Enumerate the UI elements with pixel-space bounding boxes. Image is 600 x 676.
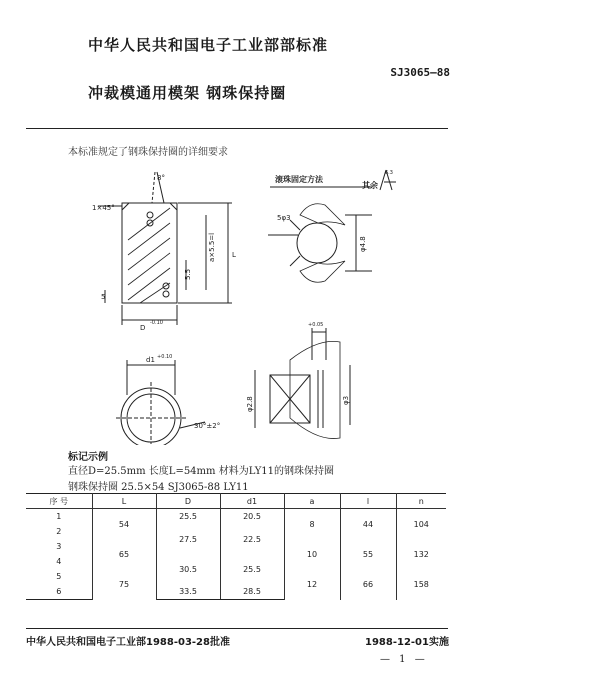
cage-end-view bbox=[116, 360, 205, 445]
cell-n: 132 bbox=[396, 539, 446, 569]
marking-example-title: 标记示例 bbox=[68, 452, 108, 463]
cell-l: 65 bbox=[92, 539, 156, 569]
header-rule bbox=[26, 128, 448, 129]
cell-d: 33.5 bbox=[156, 584, 220, 600]
header-lower-l: l bbox=[340, 494, 396, 509]
header-a: a bbox=[284, 494, 340, 509]
dim-55-label: 5.5 bbox=[184, 268, 192, 280]
diameter-d-label: D bbox=[140, 324, 146, 332]
approval-note: 中华人民共和国电子工业部1988-03-28批准 bbox=[26, 637, 230, 648]
header-l: L bbox=[92, 494, 156, 509]
standard-title: 冲裁模通用模架 钢珠保持圈 bbox=[88, 84, 287, 102]
page-number: — 1 — bbox=[380, 654, 428, 665]
bore-d1-tolerance: +0.10 bbox=[157, 354, 173, 360]
dimension-table bbox=[26, 493, 446, 600]
cell-d: 30.5 bbox=[156, 554, 220, 584]
cell-l: 54 bbox=[92, 509, 156, 540]
header-d: D bbox=[156, 494, 220, 509]
cell-no: 6 bbox=[26, 584, 92, 600]
surface-rest-note: 其余 bbox=[362, 181, 378, 190]
pitch-label: a×5.5=l bbox=[208, 232, 216, 262]
header-no: 序 号 bbox=[26, 494, 92, 509]
chamfer-label: 1×45° bbox=[92, 204, 115, 212]
cell-no: 2 bbox=[26, 524, 92, 539]
dim-5-label: 5 bbox=[101, 293, 106, 301]
tolerance-05-label: +0.05 bbox=[308, 322, 324, 328]
cell-a: 10 bbox=[284, 539, 340, 569]
cell-d1: 28.5 bbox=[220, 584, 284, 600]
cell-d1: 20.5 bbox=[220, 509, 284, 525]
issuing-organization: 中华人民共和国电子工业部部标准 bbox=[88, 36, 329, 54]
cell-lower-l: 44 bbox=[340, 509, 396, 540]
hole-section-detail bbox=[255, 328, 350, 439]
standard-code: SJ3065—88 bbox=[390, 66, 450, 79]
cell-l: 75 bbox=[92, 569, 156, 600]
footer-rule bbox=[26, 628, 448, 629]
angle-30-label: 30°±2° bbox=[194, 422, 221, 430]
header-n: n bbox=[396, 494, 446, 509]
cell-d: 27.5 bbox=[156, 524, 220, 554]
table-row bbox=[26, 509, 446, 525]
diameter-d-tolerance: -0.10 bbox=[150, 320, 163, 326]
cell-no: 1 bbox=[26, 509, 92, 525]
length-label: L bbox=[232, 251, 236, 259]
cell-d1: 22.5 bbox=[220, 524, 284, 554]
cell-d: 25.5 bbox=[156, 509, 220, 525]
cell-n: 104 bbox=[396, 509, 446, 540]
groove-48-label: φ4.8 bbox=[359, 236, 367, 252]
cell-a: 12 bbox=[284, 569, 340, 600]
surface-roughness-value: 6.3 bbox=[385, 170, 393, 176]
table-header-row bbox=[26, 494, 446, 509]
cell-lower-l: 55 bbox=[340, 539, 396, 569]
fix-method-note: 滚珠固定方法 bbox=[275, 175, 323, 184]
cell-lower-l: 66 bbox=[340, 569, 396, 600]
bore-d1-label: d1 bbox=[146, 356, 155, 364]
cell-d1: 25.5 bbox=[220, 554, 284, 584]
marking-example-line-1: 直径D=25.5mm 长度L=54mm 材料为LY11的钢珠保持圈 bbox=[68, 466, 335, 477]
ball-label: 5φ3 bbox=[277, 214, 291, 222]
effective-date: 1988-12-01实施 bbox=[365, 637, 449, 648]
cell-no: 5 bbox=[26, 569, 92, 584]
angle-label: 8° bbox=[157, 174, 165, 182]
intro-text: 本标准规定了钢珠保持圈的详细要求 bbox=[68, 147, 228, 158]
cell-no: 3 bbox=[26, 539, 92, 554]
hole-3-label: φ3 bbox=[342, 395, 350, 405]
marking-example-line-2: 钢珠保持圈 25.5×54 SJ3065-88 LY11 bbox=[68, 482, 249, 493]
cell-a: 8 bbox=[284, 509, 340, 540]
cell-n: 158 bbox=[396, 569, 446, 600]
cell-no: 4 bbox=[26, 554, 92, 569]
technical-drawings bbox=[0, 160, 600, 445]
header-d1: d1 bbox=[220, 494, 284, 509]
hole-28-label: φ2.8 bbox=[246, 396, 254, 412]
